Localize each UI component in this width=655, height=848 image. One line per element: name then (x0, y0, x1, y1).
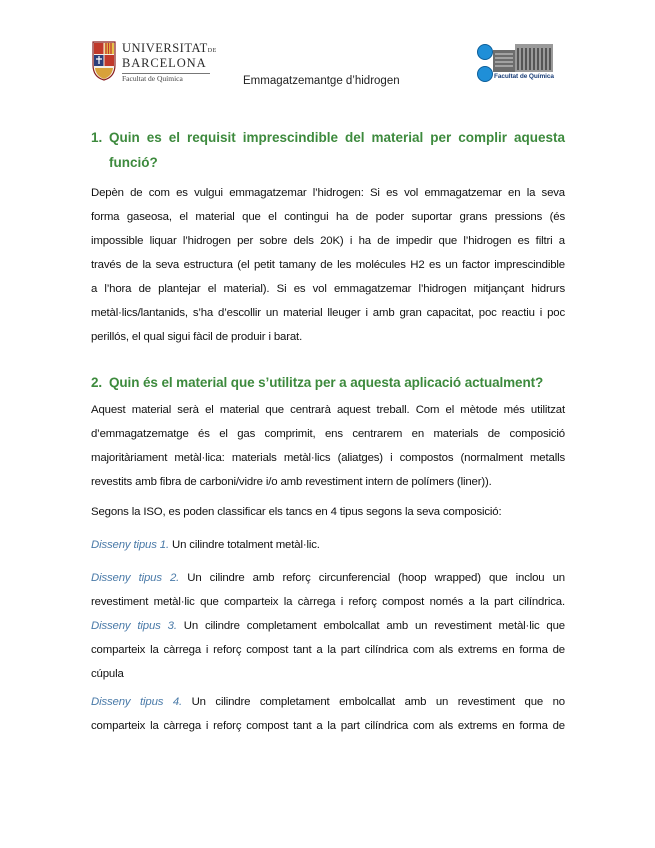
paragraph-line: perillós, el qual sigui fàcil de produir i barat. (91, 331, 303, 343)
paragraph-line: cúpula (91, 668, 124, 680)
section2-heading (91, 370, 565, 395)
building-icon (493, 44, 553, 72)
design-type-2-text: Un cilindre amb reforç circunferencial (hoop wrapped) que inclou un (179, 572, 565, 584)
section1-title-line1: Quin es el requisit imprescindible del material per complir aquesta (109, 130, 565, 145)
faculty-right-label: Facultat de Química (494, 73, 554, 80)
page-header (0, 0, 655, 110)
ub-shield-icon (92, 41, 116, 81)
university-of-barcelona-logo (92, 41, 217, 87)
section1-paragraph (91, 181, 565, 349)
section1-number: 1. (91, 130, 103, 145)
paragraph-line: forma gaseosa, el material que el contingui ha de poder suportar grans pressions (és (91, 211, 565, 223)
paragraph-line: metàl·lics/lantanids, s’ha d’escollir un material lleuger i amb gran capacitat, poc reactiu i poc (91, 307, 565, 319)
paragraph-line: Depèn de com es vulgui emmagatzemar l’hidrogen: Si es vol emmagatzemar en la seva (91, 187, 565, 199)
ub-circle-icon (477, 66, 493, 82)
paragraph-line: d’emmagatzematge és el gas comprimit, ens centrarem en materials de composició (91, 428, 565, 440)
paragraph-line: comparteix la càrrega i reforç compost tant a la part cilíndrica com als extrems en forma de (91, 644, 565, 656)
university-name (122, 42, 217, 83)
paragraph-line (91, 614, 565, 638)
paragraph-line: impossible liquar l’hidrogen per sobre dels 20K) i ha de impedir que l’hidrogen es filtri a (91, 235, 565, 247)
section2-intro-paragraph (91, 398, 565, 494)
section2-number: 2. (91, 375, 103, 390)
section1-heading (91, 125, 565, 150)
design-type-1-text: Un cilindre totalment metàl·lic. (169, 539, 320, 551)
paragraph-line: Segons la ISO, es poden classificar els tancs en 4 tipus segons la seva composició: (91, 506, 502, 518)
iso-paragraph (91, 500, 565, 524)
design-type-1-label: Disseny tipus 1. (91, 539, 170, 551)
design-types-2-3 (91, 566, 565, 686)
paragraph-line (91, 690, 565, 714)
paragraph-line (91, 533, 565, 557)
paragraph-line: majoritàriament metàl·lica: materials metàl·lics (aliatges) i compostos (normalment metalls (91, 452, 565, 464)
university-line2: BARCELONA (122, 55, 207, 70)
paragraph-line: comparteix la càrrega i reforç compost tant a la part cilíndrica com als extrems en forma de (91, 720, 565, 732)
ub-circle-icon (477, 44, 493, 60)
design-type-1 (91, 533, 565, 557)
section1-heading-continued: funció? (109, 155, 158, 170)
paragraph-line: a l’hora de plantejar el material). Si es vol emmagatzemar l’hidrogen mitjançant hidrurs (91, 283, 565, 295)
university-de: DE (207, 48, 217, 54)
document-title: Emmagatzemantge d’hidrogen (243, 75, 400, 87)
design-type-3-label: Disseny tipus 3. (91, 620, 177, 632)
faculty-of-chemistry-logo (477, 42, 555, 86)
section2-title: Quin és el material que s’utilitza per a aquesta aplicació actualment? (109, 375, 544, 390)
paragraph-line: revestits amb fibra de carboni/vidre i/o amb revestiment intern de polímers (liner)). (91, 476, 492, 488)
faculty-left-label: Facultat de Química (122, 73, 210, 83)
design-type-4 (91, 690, 565, 738)
paragraph-line: Aquest material serà el material que centrarà aquest treball. Com el mètode més utilitzat (91, 404, 565, 416)
design-type-4-label: Disseny tipus 4. (91, 696, 183, 708)
paragraph-line: través de la seva estructura (el petit tamany de les molécules H2 es un factor imprescindible (91, 259, 565, 271)
design-type-4-text: Un cilindre completament embolcallat amb un revestiment que no (182, 696, 565, 708)
paragraph-line: revestiment metàl·lic que comparteix la càrrega i reforç compost només a la part cilíndrica. (91, 596, 565, 608)
design-type-2-label: Disseny tipus 2. (91, 572, 180, 584)
university-line1: UNIVERSITAT (122, 41, 208, 55)
paragraph-line (91, 566, 565, 590)
design-type-3-text: Un cilindre completament embolcallat amb un revestiment metàl·lic que (176, 620, 565, 632)
